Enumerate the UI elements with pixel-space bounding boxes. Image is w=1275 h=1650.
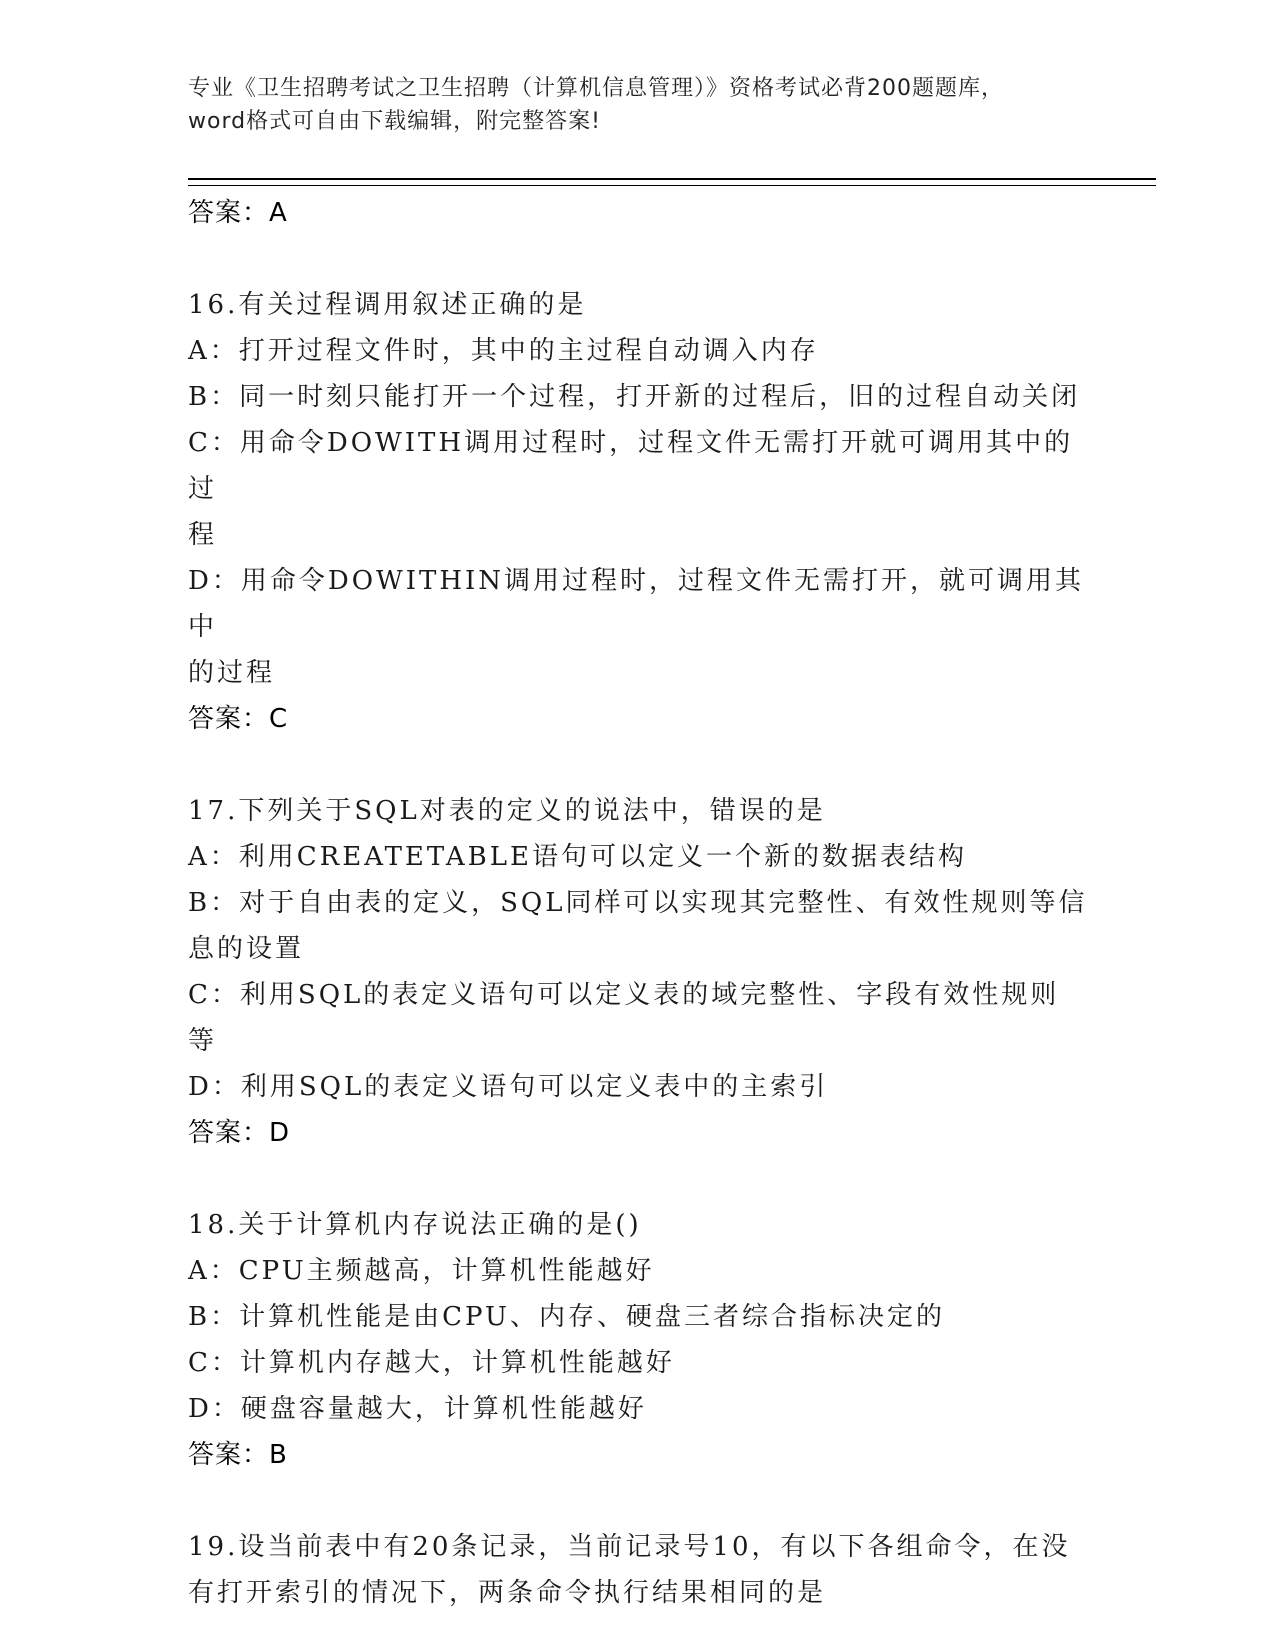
question-17-option-b-line-2: 息的设置 xyxy=(188,934,305,964)
question-18-answer: 答案：B xyxy=(188,1440,288,1470)
question-17-option-b-line-1: B：对于自由表的定义，SQL同样可以实现其完整性、有效性规则等信 xyxy=(188,888,1088,918)
question-18 xyxy=(188,1202,1088,1478)
question-17-answer: 答案：D xyxy=(188,1118,291,1148)
spacer xyxy=(188,1156,1088,1202)
header-title-line-1: 专业《卫生招聘考试之卫生招聘（计算机信息管理）》资格考试必背200题题库， xyxy=(188,76,1004,101)
question-16-option-a: A：打开过程文件时，其中的主过程自动调入内存 xyxy=(188,336,819,366)
header-divider xyxy=(188,178,1156,186)
question-16-text: 16.有关过程调用叙述正确的是 xyxy=(188,290,587,320)
question-19-text-line-2: 有打开索引的情况下，两条命令执行结果相同的是 xyxy=(188,1578,827,1608)
question-17 xyxy=(188,788,1088,1156)
page-header xyxy=(188,72,1088,138)
question-18-option-a: A：CPU主频越高，计算机性能越好 xyxy=(188,1256,655,1286)
question-17-text: 17.下列关于SQL对表的定义的说法中，错误的是 xyxy=(188,796,826,826)
question-18-option-c: C：计算机内存越大，计算机性能越好 xyxy=(188,1348,675,1378)
question-16-option-c-line-1: C：用命令DOWITH调用过程时，过程文件无需打开就可调用其中的过 xyxy=(188,428,1074,504)
question-16-option-b: B：同一时刻只能打开一个过程，打开新的过程后，旧的过程自动关闭 xyxy=(188,382,1081,412)
spacer xyxy=(188,1478,1088,1524)
question-16-option-d-line-2: 的过程 xyxy=(188,658,276,688)
spacer xyxy=(188,236,1088,282)
question-19 xyxy=(188,1524,1088,1616)
question-16-option-c-line-2: 程 xyxy=(188,520,218,550)
spacer xyxy=(188,742,1088,788)
answer-prev: 答案：A xyxy=(188,198,288,228)
question-18-option-b: B：计算机性能是由CPU、内存、硬盘三者综合指标决定的 xyxy=(188,1302,945,1332)
question-16-option-d-line-1: D：用命令DOWITHIN调用过程时，过程文件无需打开，就可调用其中 xyxy=(188,566,1085,642)
question-17-option-c: C：利用SQL的表定义语句可以定义表的域完整性、字段有效性规则等 xyxy=(188,980,1060,1056)
question-18-text: 18.关于计算机内存说法正确的是() xyxy=(188,1210,642,1240)
question-19-text-line-1: 19.设当前表中有20条记录，当前记录号10，有以下各组命令，在没 xyxy=(188,1532,1071,1562)
document-body xyxy=(188,190,1088,1616)
question-16 xyxy=(188,282,1088,742)
header-title-line-2: word格式可自由下载编辑，附完整答案! xyxy=(188,109,601,134)
question-17-option-d: D：利用SQL的表定义语句可以定义表中的主索引 xyxy=(188,1072,829,1102)
question-18-option-d: D：硬盘容量越大，计算机性能越好 xyxy=(188,1394,647,1424)
question-17-option-a: A：利用CREATETABLE语句可以定义一个新的数据表结构 xyxy=(188,842,967,872)
question-16-answer: 答案：C xyxy=(188,704,289,734)
